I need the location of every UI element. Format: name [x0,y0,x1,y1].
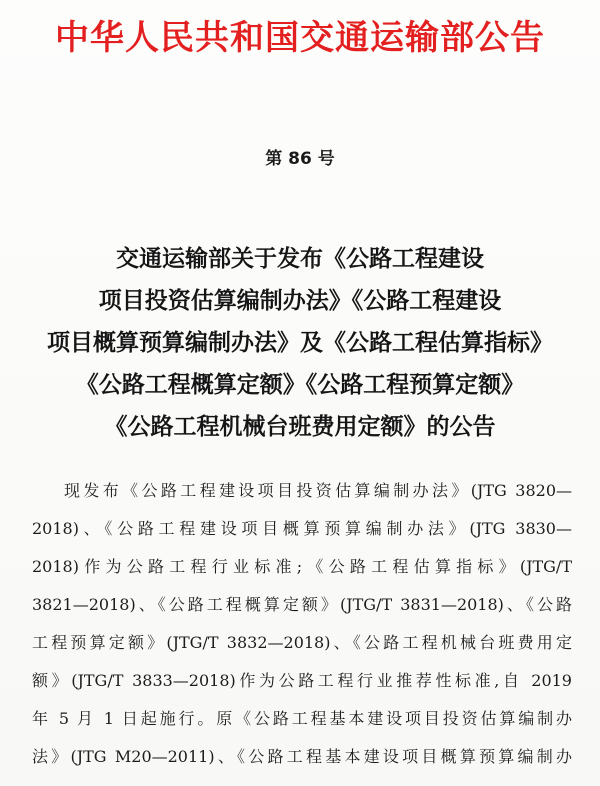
body-line: 法》(JTG M20—2011)、《公路工程基本建设项目概算预算编制办 [32,747,572,766]
body-line: 3821—2018)、《公路工程概算定额》(JTG/T 3831—2018)、《公路 [32,595,572,614]
document-title-line: 项目投资估算编制办法》《公路工程建设 [98,288,502,314]
body-line: 额》(JTG/T 3833—2018)作为公路工程行业推荐性标准,自 2019 [32,671,572,690]
document-title-line: 《公路工程概算定额》《公路工程预算定额》 [75,372,525,398]
body-line: 现发布《公路工程建设项目投资估算编制办法》(JTG 3820— [64,481,572,500]
body-line: 2018)作为公路工程行业标准;《公路工程估算指标》(JTG/T [32,557,572,576]
document-title-line: 交通运输部关于发布《公路工程建设 [116,246,484,272]
announcement-number: 第 86 号 [265,149,335,169]
announcement-body [32,472,572,776]
body-line: 2018)、《公路工程建设项目概算预算编制办法》(JTG 3830— [32,519,572,538]
body-line: 年 5 月 1 日起施行。原《公路工程基本建设项目投资估算编制办 [32,709,572,728]
document-title-line: 项目概算预算编制办法》及《公路工程估算指标》 [47,330,553,356]
document-title [0,238,600,448]
document-title-line: 《公路工程机械台班费用定额》的公告 [104,414,496,440]
body-line: 工程预算定额》(JTG/T 3832—2018)、《公路工程机械台班费用定 [32,633,572,652]
issuer-header-title: 中华人民共和国交通运输部公告 [55,18,545,58]
